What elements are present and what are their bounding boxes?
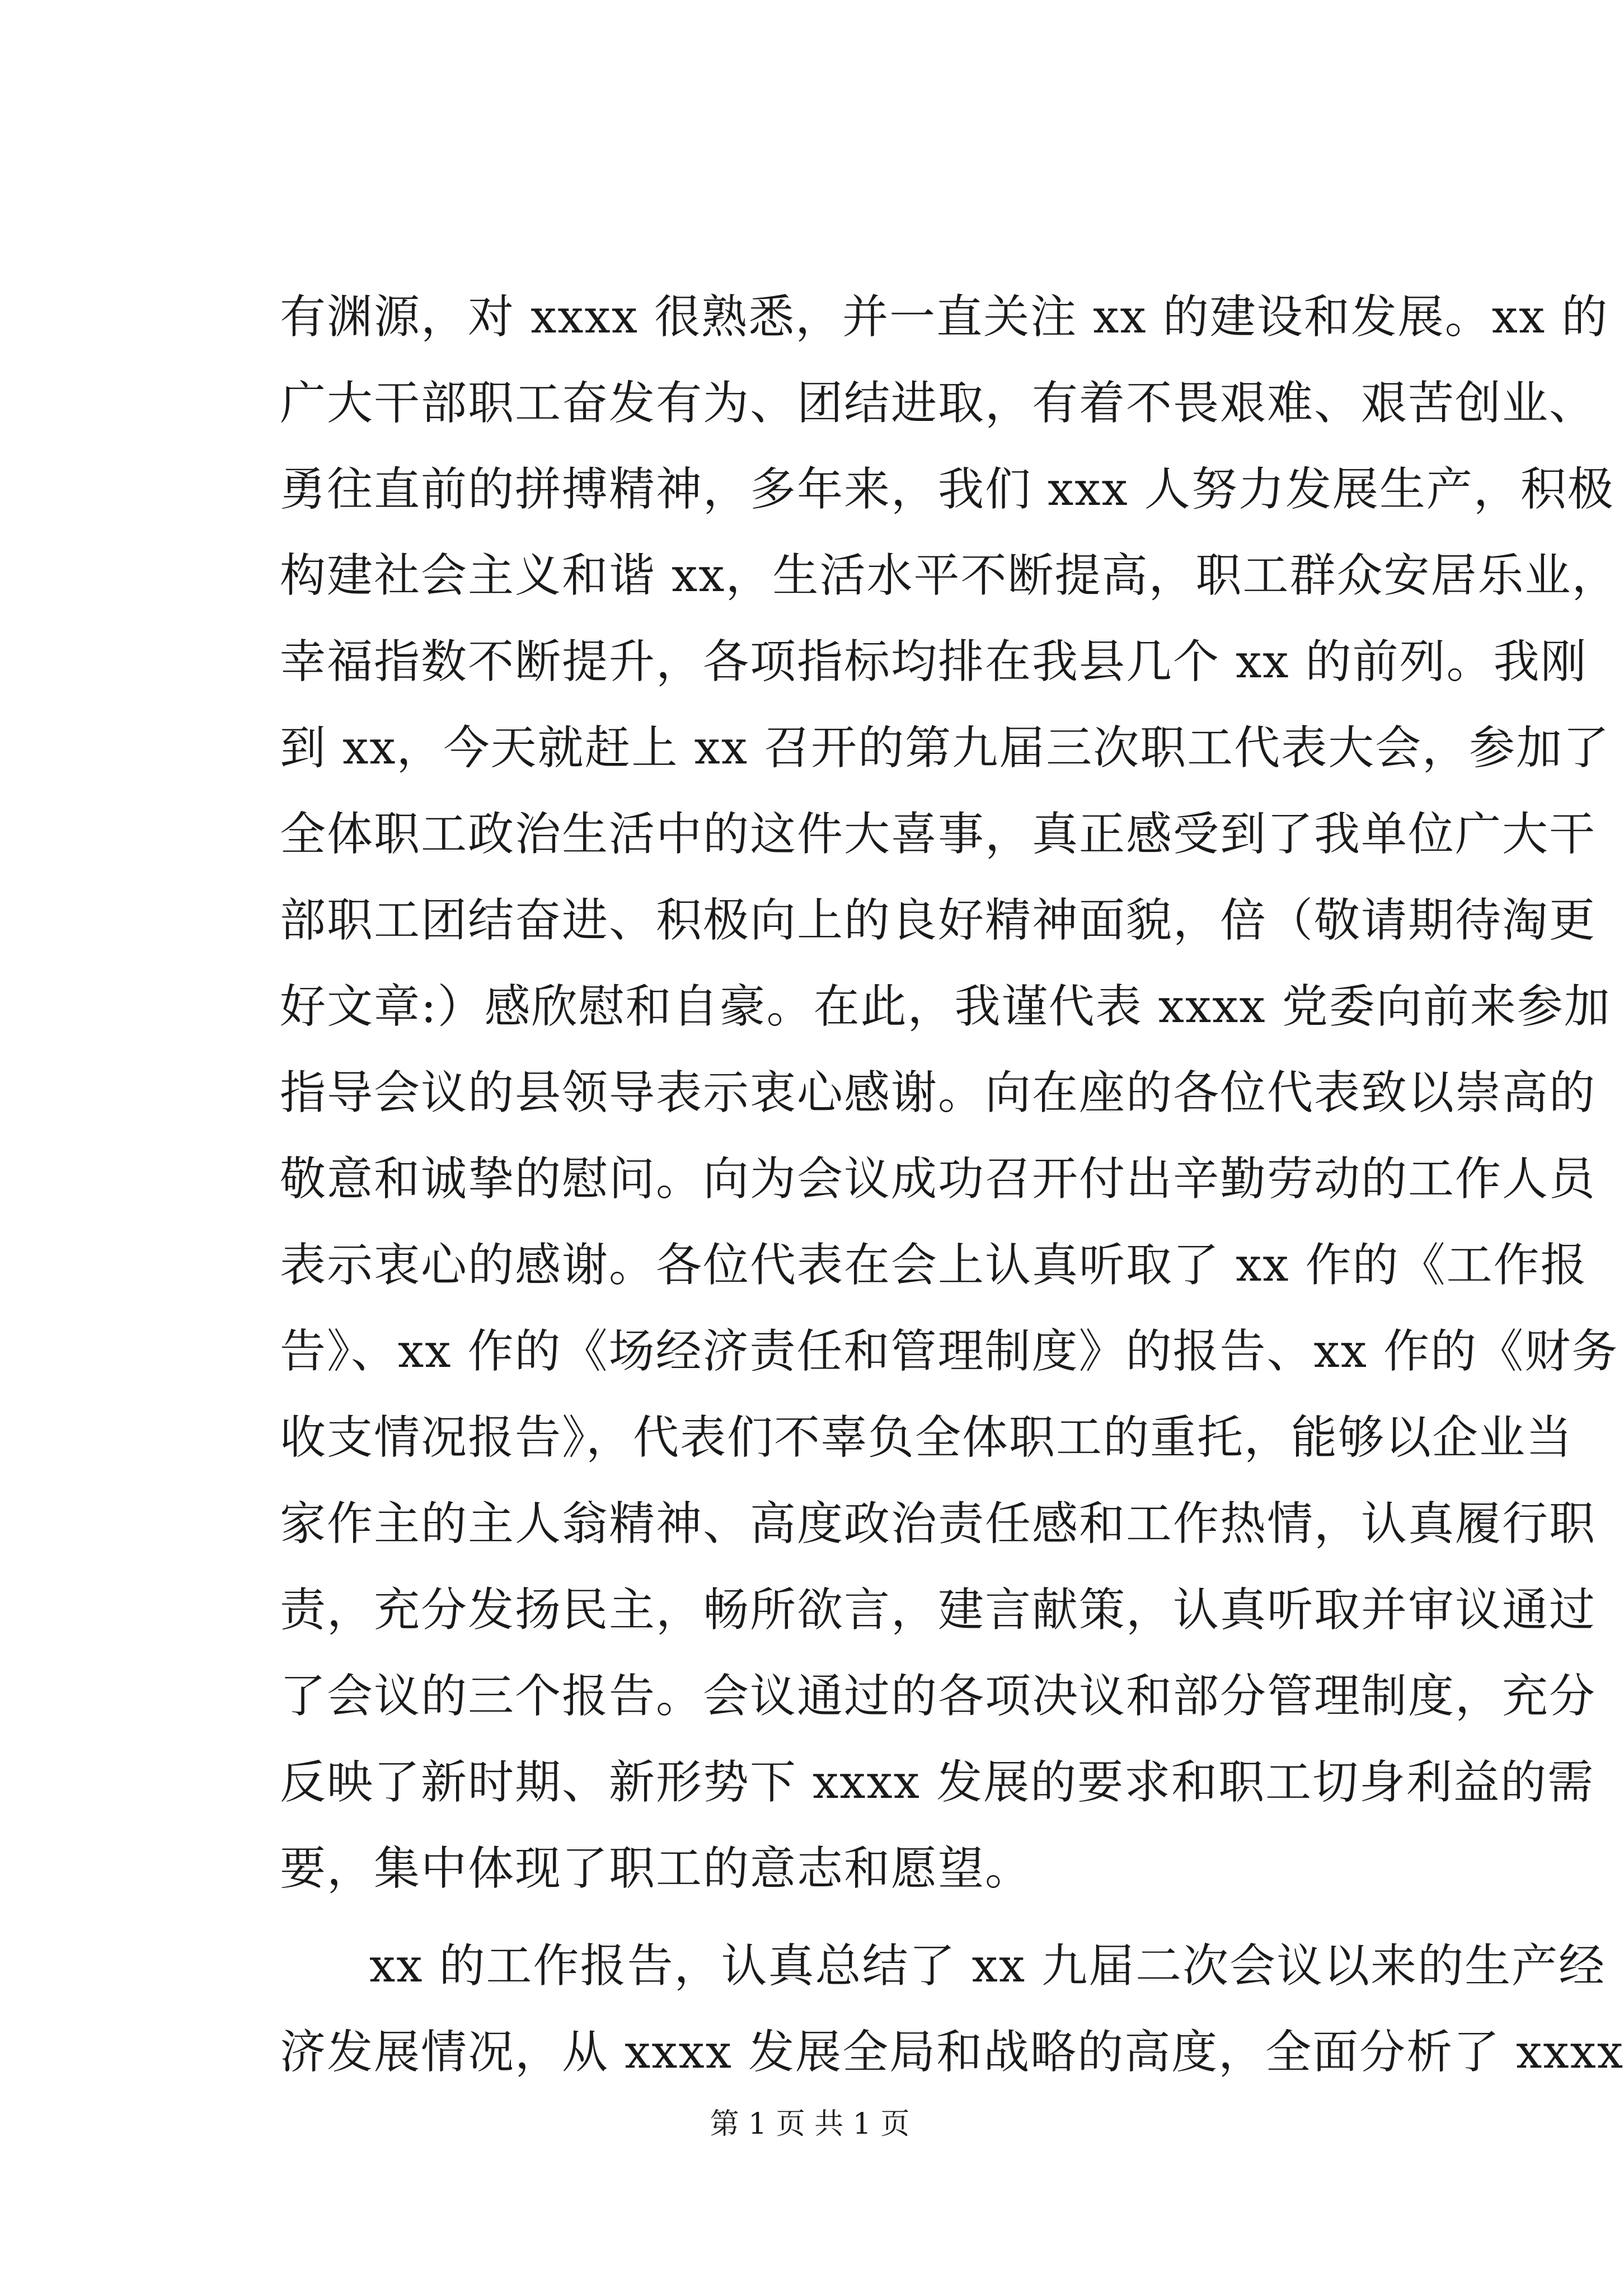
text-line: 到 xx，今天就赶上 xx 召开的第九届三次职工代表大会，参加了 [280, 721, 1611, 775]
text-line: 了会议的三个报告。会议通过的各项决议和部分管理制度，充分 [280, 1670, 1597, 1723]
text-line: 勇往直前的拼搏精神，多年来，我们 xxx 人努力发展生产，积极 [280, 463, 1614, 516]
text-line: 好文章:）感欣慰和自豪。在此，我谨代表 xxxx 党委向前来参加 [280, 980, 1611, 1033]
text-line: 告》、xx 作的《场经济责任和管理制度》的报告、xx 作的《财务 [280, 1325, 1619, 1378]
text-line: 反映了新时期、新形势下 xxxx 发展的要求和职工切身利益的需 [280, 1756, 1595, 1809]
text-line: 责，充分发扬民主，畅所欲言，建言献策，认真听取并审议通过 [280, 1583, 1597, 1637]
text-line: 幸福指数不断提升，各项指标均排在我县几个 xx 的前列。我刚 [280, 635, 1588, 688]
text-line: 家作主的主人翁精神、高度政治责任感和工作热情，认真履行职 [280, 1497, 1597, 1550]
paragraph-start-line: xx 的工作报告，认真总结了 xx 九届二次会议以来的生产经 [369, 1939, 1606, 1993]
text-line: 部职工团结奋进、积极向上的良好精神面貌，倍（敬请期待淘更 [280, 894, 1597, 947]
text-line: 收支情况报告》，代表们不辜负全体职工的重托，能够以企业当 [280, 1411, 1574, 1464]
paragraph-end-line: 要，集中体现了职工的意志和愿望。 [280, 1842, 1032, 1895]
text-line: 表示衷心的感谢。各位代表在会上认真听取了 xx 作的《工作报 [280, 1239, 1588, 1292]
page-footer: 第 1 页 共 1 页 [710, 2107, 910, 2141]
text-line: 指导会议的县领导表示衷心感谢。向在座的各位代表致以崇高的 [280, 1066, 1597, 1119]
text-line: 广大干部职工奋发有为、团结进取，有着不畏艰难、艰苦创业、 [280, 377, 1597, 430]
body-text [280, 274, 1624, 2096]
text-line: 济发展情况，从 xxxx 发展全局和战略的高度，全面分析了 xxxx [280, 2026, 1624, 2079]
text-line: 有渊源，对 xxxx 很熟悉，并一直关注 xx 的建设和发展。xx 的 [280, 291, 1609, 344]
text-line: 构建社会主义和谐 xx，生活水平不断提高，职工群众安居乐业， [280, 549, 1619, 602]
text-line: 全体职工政治生活中的这件大喜事，真正感受到了我单位广大干 [280, 808, 1597, 861]
text-line: 敬意和诚挚的慰问。向为会议成功召开付出辛勤劳动的工作人员 [280, 1152, 1597, 1206]
